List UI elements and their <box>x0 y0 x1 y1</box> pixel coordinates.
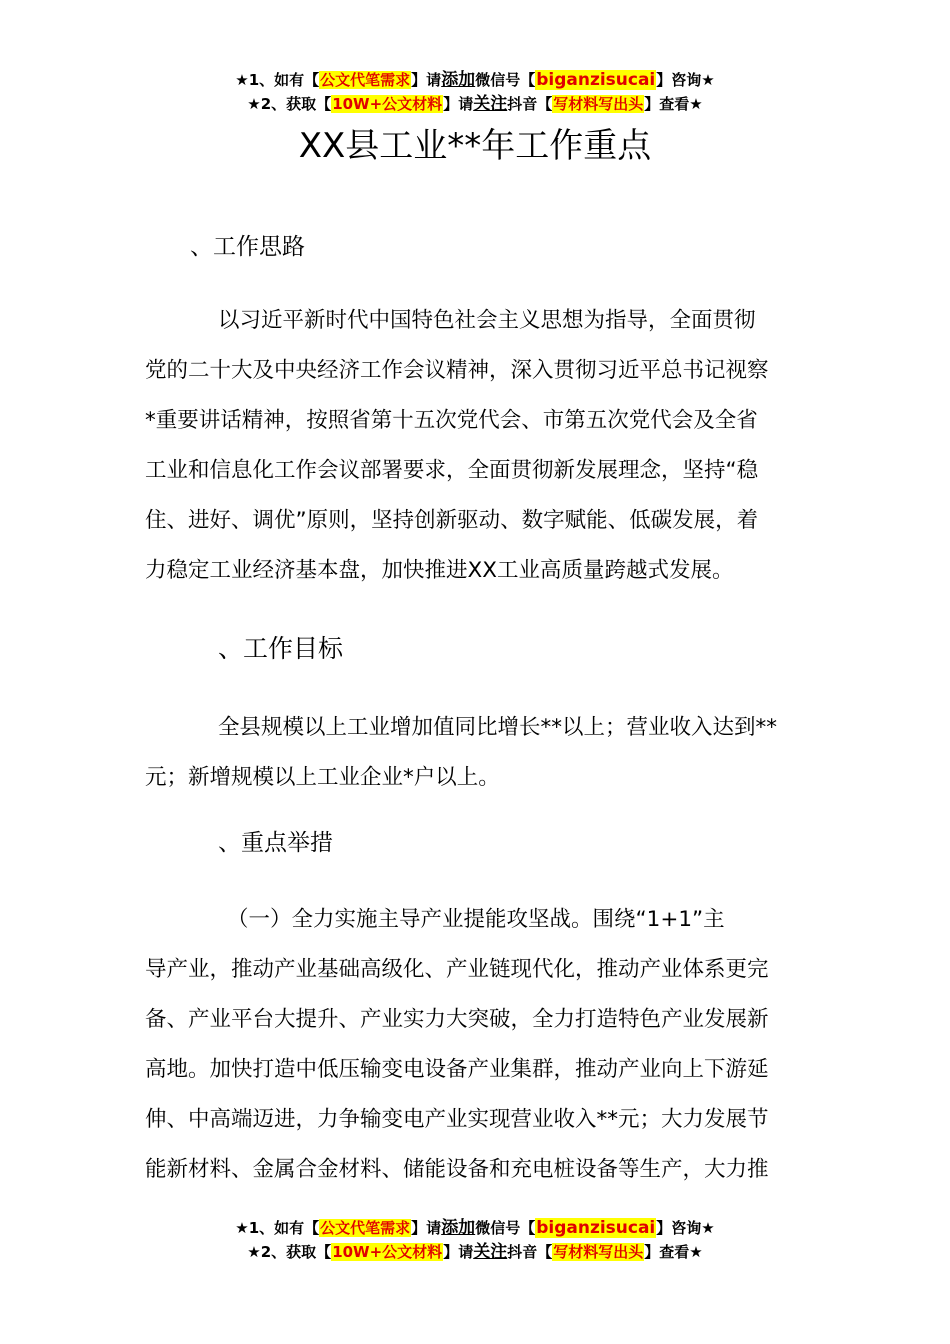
paragraph-line: 导产业，推动产业基础高级化、产业链现代化，推动产业体系更完 <box>145 957 769 982</box>
banner-text: 】咨询★ <box>656 1219 715 1237</box>
paragraph-line: 全县规模以上工业增加值同比增长**以上；营业收入达到** <box>218 715 778 740</box>
banner-highlight: 10W+公文材料 <box>332 1243 443 1261</box>
paragraph-line: 伸、中高端迈进，力争输变电产业实现营业收入**元；大力发展节 <box>145 1107 769 1132</box>
banner-text: 抖音【 <box>507 95 553 113</box>
banner-line-2 <box>0 1240 950 1264</box>
banner-text: 】请 <box>411 1219 442 1237</box>
banner-text: ★1、如有【 <box>235 71 320 89</box>
paragraph-line: 元；新增规模以上工业企业*户以上。 <box>145 765 500 790</box>
paragraph-line: 党的二十大及中央经济工作会议精神，深入贯彻习近平总书记视察 <box>145 358 769 383</box>
banner-highlight: 10W+公文材料 <box>332 95 443 113</box>
banner-text: ★1、如有【 <box>235 1219 320 1237</box>
banner-line-1 <box>0 68 950 92</box>
document-title: XX县工业**年工作重点 <box>298 126 652 166</box>
banner-text: 微信号【 <box>475 71 536 89</box>
paragraph-2 <box>145 703 800 803</box>
banner-emphasis: 添加 <box>441 1218 476 1238</box>
banner-line-2 <box>0 92 950 116</box>
banner-highlight: biganzisucai <box>536 1218 656 1238</box>
section-heading-1: 、工作思路 <box>190 234 305 260</box>
banner-emphasis: 关注 <box>473 94 508 114</box>
banner-text: 抖音【 <box>507 1243 553 1261</box>
banner-emphasis: 关注 <box>473 1242 508 1262</box>
banner-highlight: 公文代笔需求 <box>320 1219 411 1237</box>
banner-text: ★2、获取【 <box>247 95 332 113</box>
banner-text: 】查看★ <box>644 1243 703 1261</box>
banner-text: 微信号【 <box>475 1219 536 1237</box>
banner-highlight: biganzisucai <box>536 70 656 90</box>
banner-text: 】请 <box>443 95 474 113</box>
paragraph-line: 以习近平新时代中国特色社会主义思想为指导，全面贯彻 <box>218 308 756 333</box>
paragraph-line: 工业和信息化工作会议部署要求，全面贯彻新发展理念，坚持“稳 <box>145 458 759 483</box>
paragraph-3 <box>145 895 800 1195</box>
banner-text: 】查看★ <box>644 95 703 113</box>
section-heading-3: 、重点举措 <box>218 830 333 856</box>
paragraph-1 <box>145 296 800 596</box>
paragraph-line: 高地。加快打造中低压输变电设备产业集群，推动产业向上下游延 <box>145 1057 769 1082</box>
banner-text: 】请 <box>443 1243 474 1261</box>
banner-text: 】咨询★ <box>656 71 715 89</box>
section-heading-2: 、工作目标 <box>218 634 344 663</box>
paragraph-line: 力稳定工业经济基本盘，加快推进XX工业高质量跨越式发展。 <box>145 558 734 583</box>
paragraph-line: 住、进好、调优”原则，坚持创新驱动、数字赋能、低碳发展，着 <box>145 508 759 533</box>
header-banner <box>0 68 950 116</box>
banner-highlight: 写材料写出头 <box>553 1243 644 1261</box>
banner-line-1 <box>0 1216 950 1240</box>
banner-highlight: 写材料写出头 <box>553 95 644 113</box>
paragraph-line: （一）全力实施主导产业提能攻坚战。围绕“1+1”主 <box>227 907 725 932</box>
banner-highlight: 公文代笔需求 <box>320 71 411 89</box>
banner-emphasis: 添加 <box>441 70 476 90</box>
footer-banner <box>0 1216 950 1264</box>
banner-text: 】请 <box>411 71 442 89</box>
paragraph-line: 能新材料、金属合金材料、储能设备和充电桩设备等生产，大力推 <box>145 1157 769 1182</box>
banner-text: ★2、获取【 <box>247 1243 332 1261</box>
paragraph-line: *重要讲话精神，按照省第十五次党代会、市第五次党代会及全省 <box>145 408 758 433</box>
paragraph-line: 备、产业平台大提升、产业实力大突破，全力打造特色产业发展新 <box>145 1007 769 1032</box>
